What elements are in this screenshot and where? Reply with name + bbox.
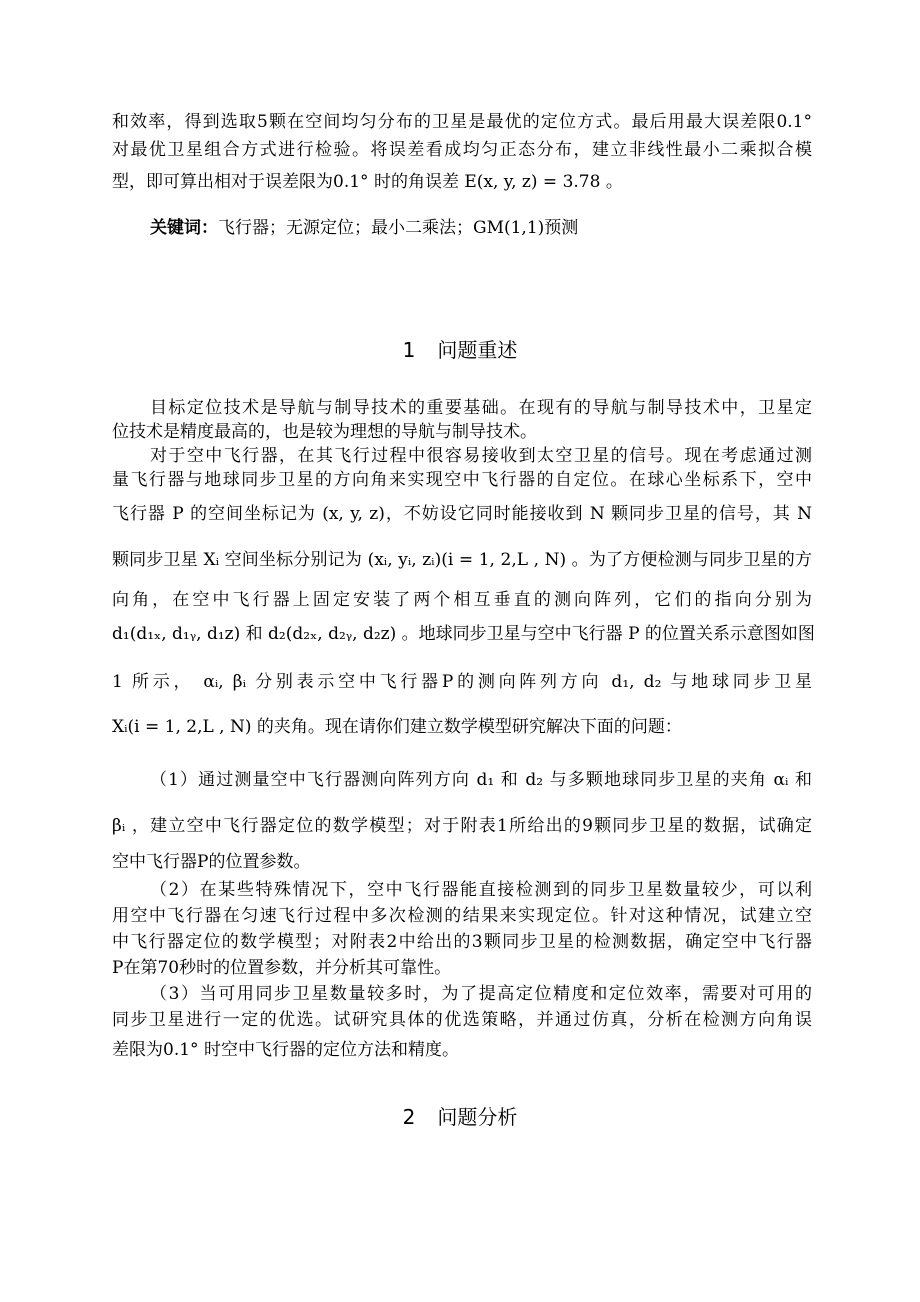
paragraph-line: （2）在某些特殊情况下，空中飞行器能直接检测到的同步卫星数量较少，可以利	[150, 880, 812, 900]
paragraph-line: 向角，在空中飞行器上固定安装了两个相互垂直的测向阵列，它们的指向分别为	[112, 590, 812, 610]
paragraph-line: 目标定位技术是导航与制导技术的重要基础。在现有的导航与制导技术中，卫星定	[150, 398, 812, 418]
paragraph-line: 量飞行器与地球同步卫星的方向角来实现空中飞行器的自定位。在球心坐标系下，空中	[112, 470, 812, 490]
section-title: 问题分析	[437, 1105, 518, 1129]
section-title: 问题重述	[437, 338, 518, 362]
paragraph-line: d₁(d₁ₓ, d₁ᵧ, d₁z) 和 d₂(d₂ₓ, d₂ᵧ, d₂z) 。地球同步卫星与空中飞行器 P 的位置关系示意图如图	[112, 624, 815, 644]
paragraph-line: 1 所示， αᵢ, βᵢ 分别表示空中飞行器P的测向阵列方向 d₁, d₂ 与地球同步卫星	[112, 672, 812, 692]
paragraph-line: 飞行器 P 的空间坐标记为 (x, y, z)，不妨设它同时能接收到 N 颗同步卫星的信号，其 N	[112, 504, 812, 524]
paragraph-line: 差限为0.1° 时空中飞行器的定位方法和精度。	[112, 1040, 459, 1060]
paragraph-line: 对于空中飞行器，在其飞行过程中很容易接收到太空卫星的信号。现在考虑通过测	[150, 446, 812, 466]
paragraph-line: 位技术是精度最高的，也是较为理想的导航与制导技术。	[112, 422, 537, 442]
abstract-line: 和效率，得到选取5颗在空间均匀分布的卫星是最优的定位方式。最后用最大误差限0.1°	[112, 112, 812, 132]
paragraph-line: P在第70秒时的位置参数，并分析其可靠性。	[112, 958, 452, 978]
paragraph-line: Xᵢ(i = 1, 2,L , N) 的夹角。现在请你们建立数学模型研究解决下面的问题：	[112, 717, 682, 737]
abstract-line: 对最优卫星组合方式进行检验。将误差看成均匀正态分布，建立非线性最小二乘拟合模	[112, 140, 812, 160]
paragraph-line: 中飞行器定位的数学模型；对附表2中给出的3颗同步卫星的检测数据，确定空中飞行器	[112, 932, 812, 952]
paragraph-line: （3）当可用同步卫星数量较多时，为了提高定位精度和定位效率，需要对可用的	[150, 984, 812, 1004]
keywords-text: 飞行器；无源定位；最小二乘法；GM(1,1)预测	[218, 218, 579, 238]
section-number: 1	[402, 338, 416, 362]
paragraph-line: 用空中飞行器在匀速飞行过程中多次检测的结果来实现定位。针对这种情况，试建立空	[112, 906, 812, 926]
section-heading	[0, 1103, 920, 1131]
paragraph-line: 颗同步卫星 Xᵢ 空间坐标分别记为 (xᵢ, yᵢ, zᵢ)(i = 1, 2,L , N) 。为了方便检测与同步卫星的方	[112, 550, 812, 570]
keywords	[150, 216, 578, 240]
keywords-label: 关键词：	[150, 218, 218, 238]
paragraph-line: 空中飞行器P的位置参数。	[112, 852, 311, 872]
paragraph-line: βᵢ ，建立空中飞行器定位的数学模型；对于附表1所给出的9颗同步卫星的数据，试确定	[112, 816, 812, 836]
abstract-line: 型，即可算出相对于误差限为0.1° 时的角误差 E(x, y, z) = 3.78 。	[112, 172, 623, 192]
section-heading	[0, 336, 920, 364]
section-number: 2	[402, 1105, 416, 1129]
paragraph-line: 同步卫星进行一定的优选。试研究具体的优选策略，并通过仿真，分析在检测方向角误	[112, 1010, 812, 1030]
paragraph-line: （1）通过测量空中飞行器测向阵列方向 d₁ 和 d₂ 与多颗地球同步卫星的夹角 αᵢ 和	[150, 770, 812, 790]
